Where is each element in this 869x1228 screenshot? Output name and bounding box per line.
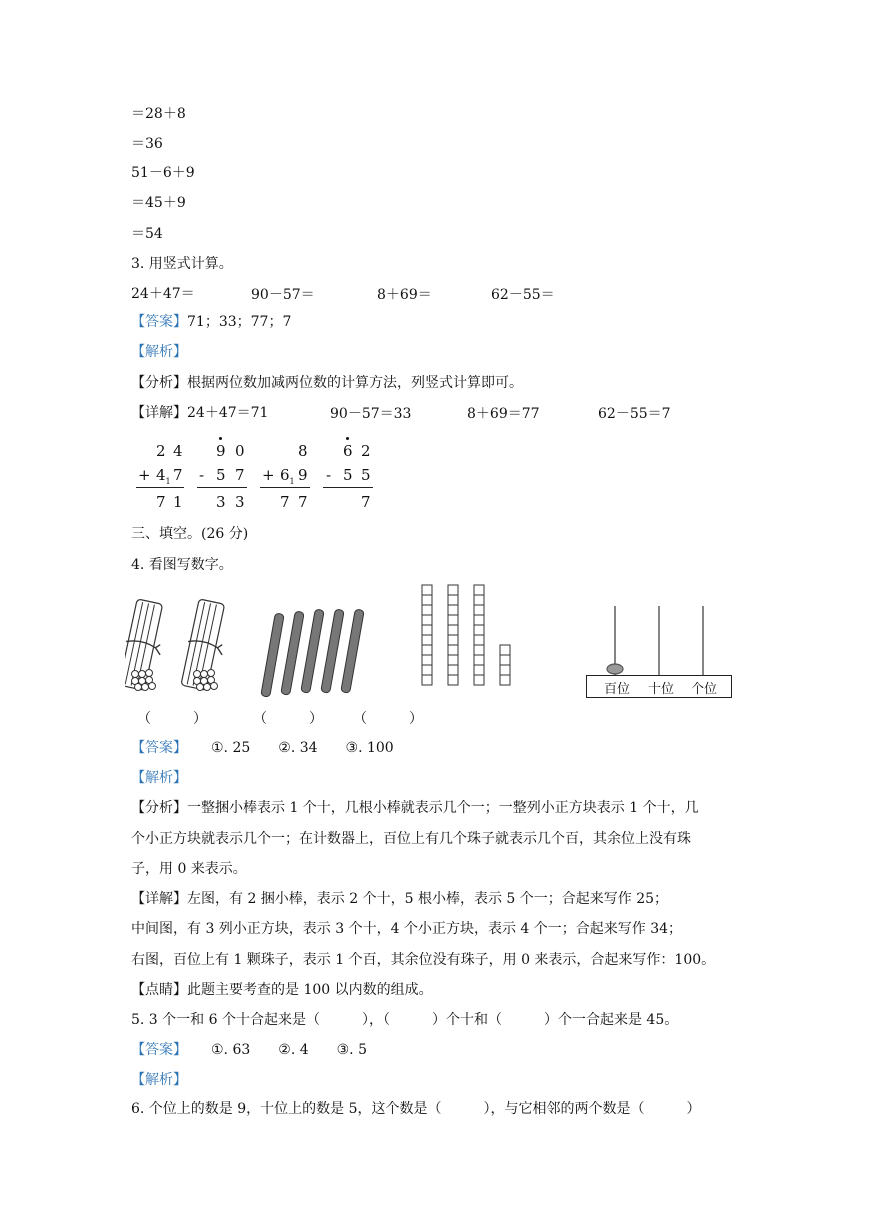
question-title: 6. 个位上的数是 9，十位上的数是 5，这个数是（ ），与它相邻的两个数是（ ） xyxy=(131,1101,701,1117)
place-hundreds-label: 百位 xyxy=(604,682,631,697)
detail-text: 8＋69＝77 xyxy=(467,406,540,422)
ten-block-cell xyxy=(448,675,458,685)
ten-block-cell xyxy=(448,595,458,605)
ten-block-cell xyxy=(474,625,484,635)
analysis-text: 个小正方块就表示几个一；在计数器上，百位上有几个珠子就表示几个百，其余位上没有珠 xyxy=(131,831,691,847)
question-title: 5. 3 个一和 6 个十合起来是（ ），（ ）个十和（ ）个一合起来是 45。 xyxy=(131,1012,679,1028)
analysis-text: 子，用 0 来表示。 xyxy=(131,861,247,877)
question-title: 4. 看图写数字。 xyxy=(131,557,233,573)
calc-line: 51－6＋9 xyxy=(131,165,195,181)
calc-line: ＝28＋8 xyxy=(131,106,186,122)
answer-tag: 【答案】 xyxy=(131,740,187,756)
operator: - xyxy=(326,466,332,484)
detail-text: 62－55＝7 xyxy=(598,406,671,422)
digit: 6 xyxy=(343,442,353,460)
borrow-dot xyxy=(346,437,349,440)
abacus xyxy=(607,606,703,675)
analysis-text: 一整捆小棒表示 1 个十，几根小棒就表示几个一；一整列小正方块表示 1 个十，几 xyxy=(187,800,699,816)
ten-block-cell xyxy=(422,635,432,645)
ten-block-cell xyxy=(422,585,432,595)
ten-block-cell xyxy=(448,625,458,635)
answer-tag: 【答案】 xyxy=(131,1042,187,1058)
abacus-place-labels xyxy=(586,675,732,698)
dianjing-tag: 【点睛】 xyxy=(131,982,187,998)
digit: 4 xyxy=(173,442,183,460)
one-block-cell xyxy=(500,655,510,665)
analysis-tag: 【分析】 xyxy=(131,375,187,391)
ten-block-cell xyxy=(448,635,458,645)
ten-block-cell xyxy=(448,645,458,655)
single-sticks xyxy=(261,609,364,697)
digit: 7 xyxy=(235,466,245,484)
digit: $4_1$ xyxy=(156,466,171,486)
place-tens-label: 十位 xyxy=(648,682,675,697)
digit: 1 xyxy=(173,493,183,511)
one-block-cell xyxy=(500,675,510,685)
digit: 0 xyxy=(235,442,245,460)
detail-tag: 【详解】 xyxy=(131,405,187,421)
ten-block-cell xyxy=(448,615,458,625)
ten-block-cell xyxy=(422,605,432,615)
digit: 5 xyxy=(343,466,353,484)
digit: 7 xyxy=(298,493,308,511)
ten-block-cell xyxy=(474,675,484,685)
borrow-dot xyxy=(219,437,222,440)
ten-block-cell xyxy=(474,665,484,675)
ten-block-cell xyxy=(422,625,432,635)
answer-text: 71；33；77；7 xyxy=(187,314,292,330)
question-title: 3. 用竖式计算。 xyxy=(131,256,233,272)
expression: 8＋69＝ xyxy=(377,287,432,303)
ten-block-cell xyxy=(422,675,432,685)
analysis-text: 根据两位数加减两位数的计算方法，列竖式计算即可。 xyxy=(187,375,523,391)
carry-mark: 1 xyxy=(165,477,171,486)
calc-line: ＝36 xyxy=(131,136,163,152)
ten-block-cell xyxy=(474,585,484,595)
digit: 9 xyxy=(298,466,308,484)
answer-blank: （ ） xyxy=(253,711,323,727)
detail-text: 右图，百位上有 1 颗珠子，表示 1 个百，其余位没有珠子，用 0 来表示，合起来写作：100。 xyxy=(131,952,716,968)
calc-rule xyxy=(197,487,247,488)
operator: - xyxy=(199,466,205,484)
ten-block-cell xyxy=(474,595,484,605)
digit: $6_1$ xyxy=(280,466,295,486)
digit: 5 xyxy=(216,466,226,484)
ten-block-cell xyxy=(448,585,458,595)
analysis-line xyxy=(131,373,523,393)
expression: 90－57＝ xyxy=(251,287,315,303)
digit: 9 xyxy=(216,442,226,460)
one-block-cell xyxy=(500,665,510,675)
detail-text: 90－57＝33 xyxy=(330,406,412,422)
expression: 24＋47＝ xyxy=(131,286,195,302)
calc-line: ＝45＋9 xyxy=(131,195,186,211)
calc-line: ＝54 xyxy=(131,226,163,242)
digit: 5 xyxy=(361,466,371,484)
digit: 2 xyxy=(156,442,166,460)
stick-bundle-ends-2 xyxy=(194,670,218,691)
calc-rule xyxy=(323,487,373,488)
place-ones-label: 个位 xyxy=(691,682,718,697)
ten-block-cell xyxy=(448,605,458,615)
ten-block-cell xyxy=(448,655,458,665)
analysis-line xyxy=(131,798,699,818)
abacus-bead xyxy=(607,664,623,674)
operator: + xyxy=(138,466,151,484)
expression: 62－55＝ xyxy=(491,287,555,303)
ten-block-cell xyxy=(474,615,484,625)
ten-block-cell xyxy=(422,645,432,655)
ten-block-cell xyxy=(474,605,484,615)
operator: + xyxy=(262,466,275,484)
dianjing-line xyxy=(131,980,433,1000)
digit: 7 xyxy=(280,493,290,511)
detail-line xyxy=(131,403,268,423)
answer-line xyxy=(131,738,394,758)
ten-block-cell xyxy=(448,665,458,675)
answer-text: ①. 63 ②. 4 ③. 5 xyxy=(211,1042,367,1058)
ten-columns xyxy=(422,585,510,685)
detail-tag: 【详解】 xyxy=(131,891,187,907)
digit: 7 xyxy=(156,493,166,511)
ten-block-cell xyxy=(422,615,432,625)
detail-text: 左图，有 2 捆小棒，表示 2 个十，5 根小棒，表示 5 个一；合起来写作 25； xyxy=(187,891,669,907)
dianjing-text: 此题主要考查的是 100 以内数的组成。 xyxy=(187,982,433,998)
answer-blank: （ ） xyxy=(353,711,423,727)
analysis-tag: 【分析】 xyxy=(131,800,187,816)
ten-block-cell xyxy=(422,595,432,605)
answer-line xyxy=(131,312,291,332)
jiexi-tag: 【解析】 xyxy=(131,344,187,360)
answer-line xyxy=(131,1040,367,1060)
jiexi-tag: 【解析】 xyxy=(131,770,187,786)
ten-block-cell xyxy=(422,665,432,675)
ten-block-cell xyxy=(474,655,484,665)
section-heading: 三、填空。(26 分) xyxy=(131,526,249,542)
carry-mark: 1 xyxy=(289,477,295,486)
ten-block-cell xyxy=(422,655,432,665)
detail-line xyxy=(131,889,668,909)
detail-text: 中间图，有 3 列小正方块，表示 3 个十，4 个小正方块，表示 4 个一；合起来写作 34； xyxy=(131,921,683,937)
digit: 7 xyxy=(173,466,183,484)
answer-tag: 【答案】 xyxy=(131,314,187,330)
calc-rule xyxy=(260,487,310,488)
digit: 2 xyxy=(361,442,371,460)
digit: 3 xyxy=(216,493,226,511)
calc-rule xyxy=(136,487,184,488)
ten-block-cell xyxy=(474,635,484,645)
one-block-cell xyxy=(500,645,510,655)
stick-bundle-ends-1 xyxy=(132,670,156,691)
digit: 8 xyxy=(298,442,308,460)
digit: 7 xyxy=(361,493,371,511)
jiexi-tag: 【解析】 xyxy=(131,1072,187,1088)
answer-text: ①. 25 ②. 34 ③. 100 xyxy=(211,740,394,756)
answer-blank: （ ） xyxy=(137,711,207,727)
ten-block-cell xyxy=(474,645,484,655)
detail-text: 24＋47＝71 xyxy=(187,405,269,421)
digit: 3 xyxy=(235,493,245,511)
